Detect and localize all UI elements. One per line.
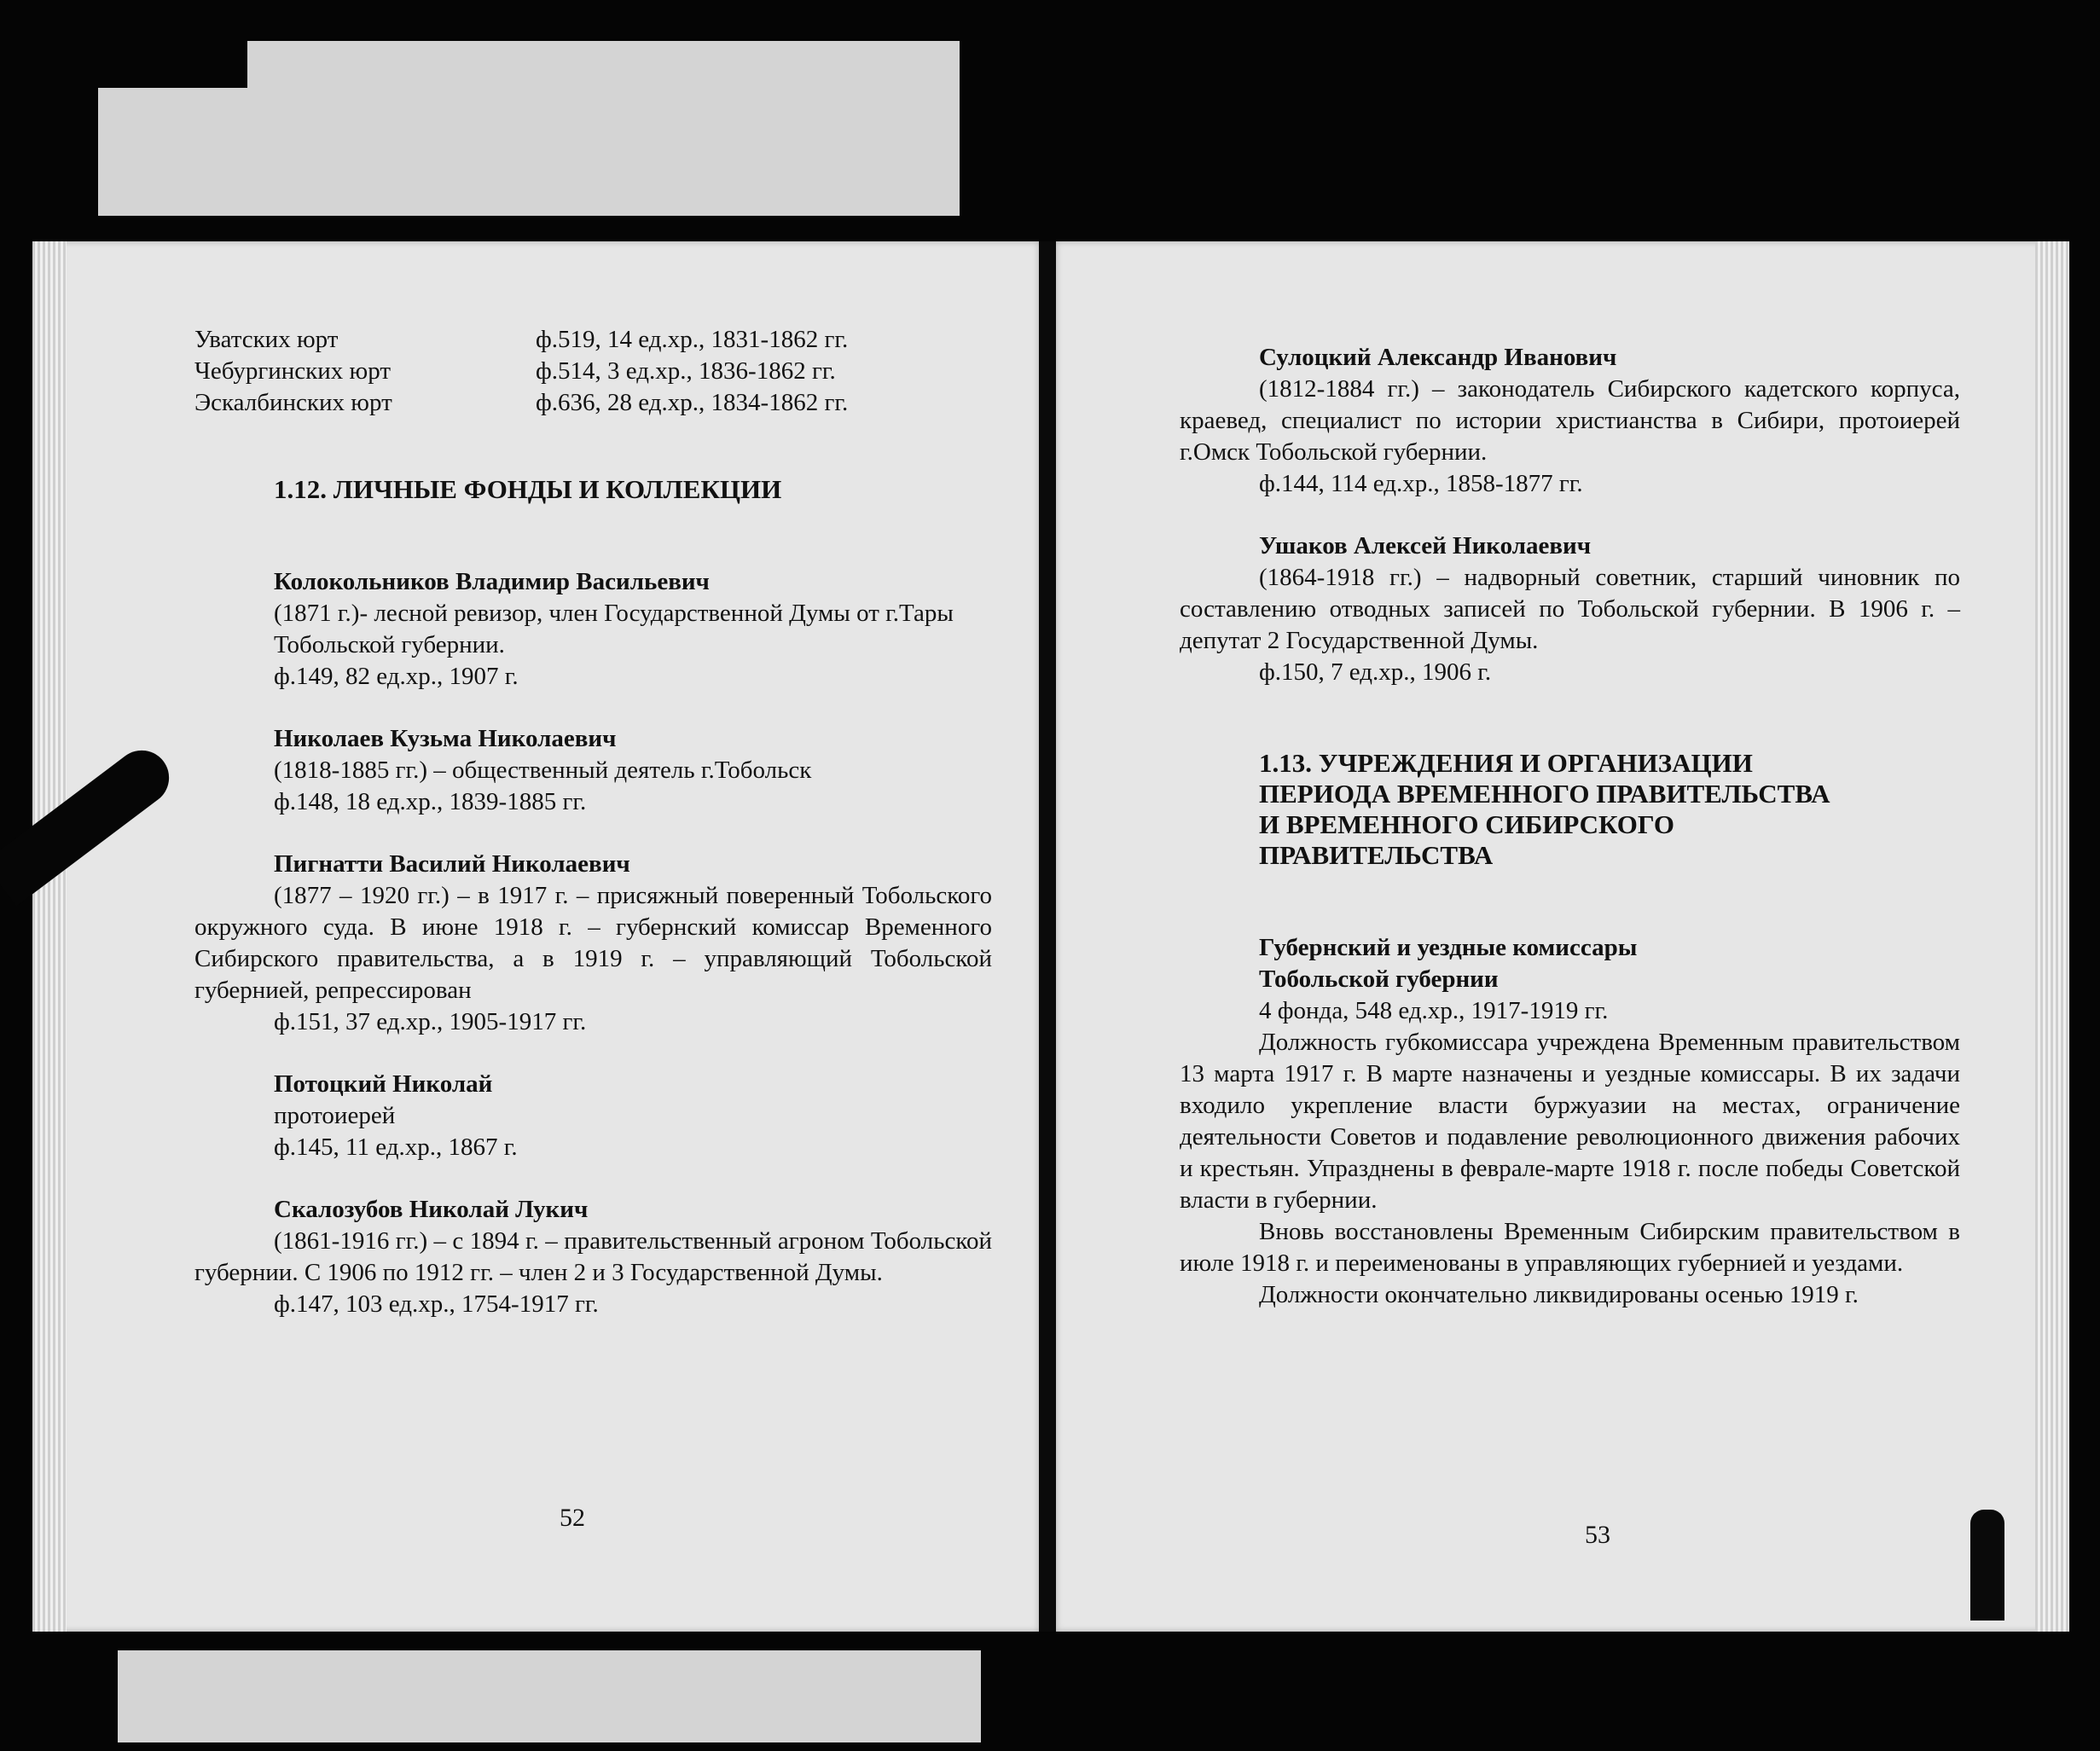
entry-desc: (1818-1885 гг.) – общественный деятель г.Тобольск [274,757,812,784]
entry-name: Николаев Кузьма Николаевич [274,725,617,752]
entry [1180,531,1960,688]
entry [1180,342,1960,500]
entry-ref: ф.145, 11 ед.хр., 1867 г. [274,1134,518,1161]
paragraph: Должности окончательно ликвидированы осенью 1919 г. [1259,1281,1859,1308]
foam-block-top [247,41,960,90]
entry-desc: (1877 – 1920 гг.) – в 1917 г. – присяжный поверенный Тобольского окружного суда. В июне 1918 г. – губернский комиссар Временного Сибирского правительства, а в 1919 г. – управляющий Тобольской губернией, репрессирован [194,882,992,1004]
fund-name: Чебургинских юрт [194,357,391,385]
page-number-left: 52 [560,1504,585,1532]
fund-ref: ф.636, 28 ед.хр., 1834-1862 гг. [536,389,849,416]
entry-name: Сулоцкий Александр Иванович [1259,344,1617,371]
entry-desc: (1861-1916 гг.) – с 1894 г. – правительственный агроном Тобольской губернии. С 1906 по 1912 гг. – член 2 и 3 Государственной Думы. [194,1227,992,1286]
book-spread [32,241,2069,1632]
entry-ref: ф.144, 114 ед.хр., 1858-1877 гг. [1259,470,1583,497]
page-number-right: 53 [1585,1521,1610,1549]
entry-name: Пигнатти Василий Николаевич [274,850,630,878]
entry-desc: (1812-1884 гг.) – законодатель Сибирского кадетского корпуса, краевед, специалист по истории христианства в Сибири, протоиерей г.Омск Тобольской губернии. [1180,375,1960,466]
entry-ref: ф.147, 103 ед.хр., 1754-1917 гг. [274,1290,599,1318]
section-title-line: 1.13. УЧРЕЖДЕНИЯ И ОРГАНИЗАЦИИ [1259,748,1753,778]
page-edge-left [32,241,67,1632]
section-title: 1.12. ЛИЧНЫЕ ФОНДЫ И КОЛЛЕКЦИИ [274,474,782,504]
fund-ref: ф.514, 3 ед.хр., 1836-1862 гг. [536,357,836,385]
entry-ref: ф.151, 37 ед.хр., 1905-1917 гг. [274,1008,587,1035]
entry-name: Потоцкий Николай [274,1070,493,1098]
left-page-content [194,324,992,1320]
entry-name: Колокольников Владимир Васильевич [274,568,710,595]
page-left [32,241,1039,1632]
section-title-line: И ВРЕМЕННОГО СИБИРСКОГО [1259,809,1674,839]
fund-row [194,356,992,387]
foam-block-bottom [118,1650,981,1742]
entry [194,566,992,693]
paragraph: Должность губкомиссара учреждена Временным правительством 13 марта 1917 г. В марте назначены и уездные комиссары. В их задачи входило укрепление власти буржуазии на местах, ограничение деятельности Советов и подавление революционного движения рабочих и крестьян. Упразднены в феврале-марте 1918 г. после победы Советской власти в губернии. [1180,1029,1960,1214]
section-title-line: ПЕРИОДА ВРЕМЕННОГО ПРАВИТЕЛЬСТВА [1259,779,1830,809]
fund-name: Эскалбинских юрт [194,389,392,416]
entry-name: Скалозубов Николай Лукич [274,1196,589,1223]
right-page-content [1180,342,1960,1311]
entry-ref: ф.149, 82 ед.хр., 1907 г. [274,663,519,690]
fund-name: Уватских юрт [194,326,339,353]
section-title [1180,748,1960,871]
subsection-ref: 4 фонда, 548 ед.хр., 1917-1919 гг. [1259,997,1609,1024]
subsection-title-line: Тобольской губернии [1259,965,1499,993]
binder-clip [1970,1510,2004,1621]
section-title-line: ПРАВИТЕЛЬСТВА [1259,840,1494,870]
entry-ref: ф.148, 18 ед.хр., 1839-1885 гг. [274,788,587,815]
entry [194,723,992,818]
page-edge-right [2035,241,2069,1632]
fund-row [194,387,992,419]
foam-block-top-large [98,88,960,216]
fund-ref: ф.519, 14 ед.хр., 1831-1862 гг. [536,326,849,353]
subsection-title [1180,932,1960,995]
entry [194,1194,992,1320]
entry-name: Ушаков Алексей Николаевич [1259,532,1592,560]
subsection-title-line: Губернский и уездные комиссары [1259,934,1638,961]
entry [194,1069,992,1163]
entry-desc: (1864-1918 гг.) – надворный советник, старший чиновник по составлению отводных записей по Тобольской губернии. В 1906 г. – депутат 2 Государственной Думы. [1180,564,1960,654]
entry-ref: ф.150, 7 ед.хр., 1906 г. [1259,658,1492,686]
entry-desc: протоиерей [274,1102,396,1129]
fund-row [194,324,992,356]
book-gutter [1039,241,1056,1632]
entry [194,849,992,1038]
page-right [1056,241,2069,1632]
entry-desc: (1871 г.)- лесной ревизор, член Государственной Думы от г.Тары Тобольской губернии. [274,600,954,658]
paragraph: Вновь восстановлены Временным Сибирским правительством в июле 1918 г. и переименованы в управляющих губернией и уездами. [1180,1218,1960,1277]
